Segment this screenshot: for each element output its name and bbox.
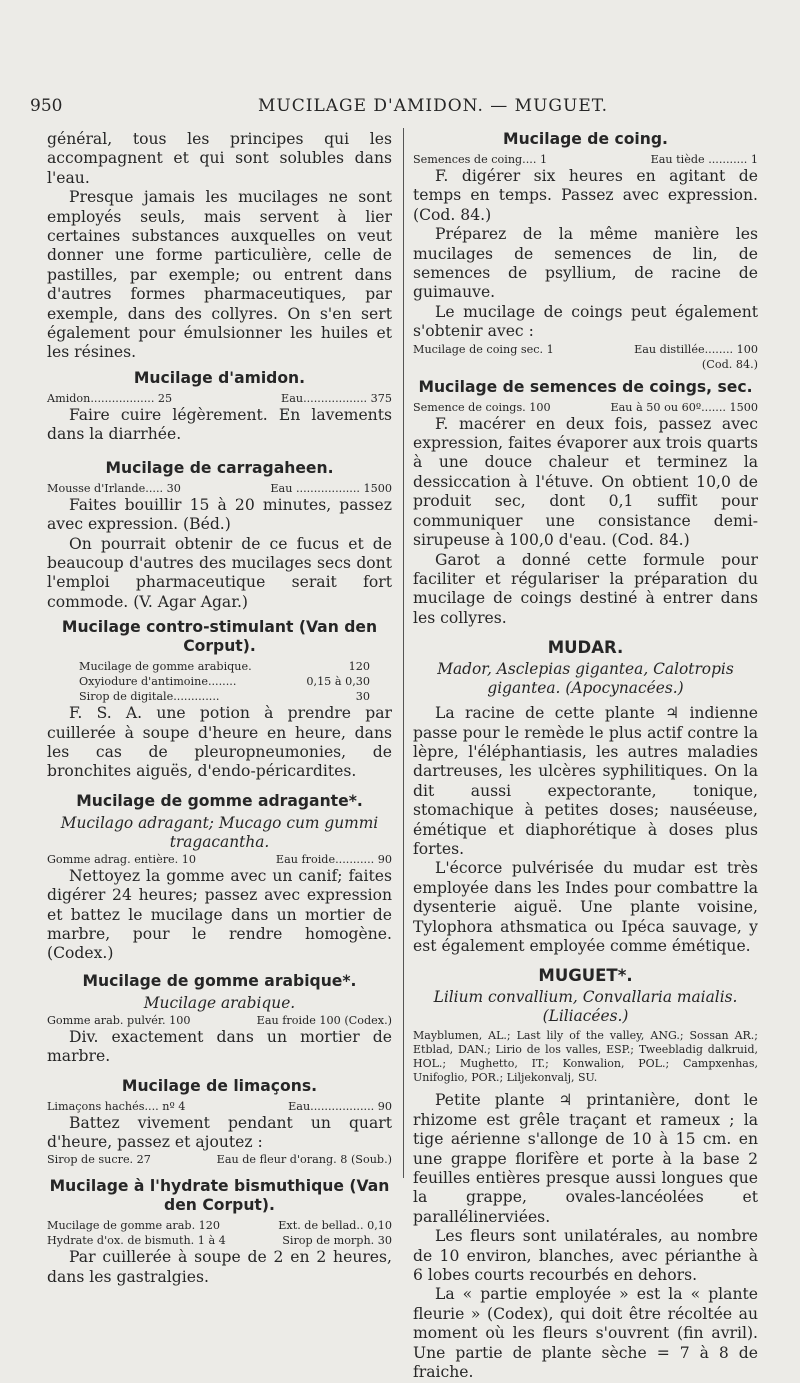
recipe-line — [47, 481, 392, 496]
section-title: Mucilage de limaçons. — [121, 1076, 318, 1095]
ingredient: Eau distillée........ 100 — [634, 342, 758, 356]
ingredient: Limaçons hachés.... nº 4 — [47, 1099, 186, 1113]
synonyms: Mayblumen, AL.; Last lily of the valley, ANG.; Sossan AR.; Etblad, DAN.; Lirio de los valles, ESP.; Tweebladig dalkruid, HOL.; Mughetto, IT.; Konwalion, POL.; Campxenhas, Unifoglio, POR.; Liljekonvalj, SU. — [413, 1029, 758, 1085]
section-title: Mucilage de coing. — [503, 130, 668, 148]
paragraph: Faites bouillir 15 à 20 minutes, passez avec expression. (Béd.) — [47, 495, 392, 534]
paragraph: La « partie employée » est la « plante fleurie » (Codex), qui doit être récoltée au moment où les fleurs s'ouvrent (fin avril). Une partie de plante sèche = 7 à 8 de fraiche. — [413, 1285, 758, 1382]
section-title: MUDAR. — [547, 638, 624, 658]
recipe-line — [47, 852, 392, 867]
ingredient: Mucilage de coing sec. 1 — [413, 342, 554, 356]
ingredient: Eau froide........... 90 — [275, 852, 392, 866]
recipe-line — [413, 342, 758, 357]
recipe-line — [47, 689, 392, 704]
ingredient: Eau froide 100 (Codex.) — [256, 1013, 392, 1027]
section-subtitle: Mucilage arabique. — [143, 993, 296, 1012]
quantity: 30 — [355, 690, 370, 704]
section-title: Mucilage de carragaheen. — [105, 458, 334, 477]
paragraph: Préparez de la même manière les mucilages de semences de lin, de semences de psyllium, de racine de guimauve. — [413, 225, 758, 302]
paragraph: Nettoyez la gomme avec un canif; faites digérer 24 heures; passez avec expression et battez le mucilage dans un mortier de marbre, pour le rendre homogène. (Codex.) — [47, 866, 392, 963]
section-title: Mucilage de gomme arabique*. — [82, 971, 357, 990]
ingredient: Mucilage de gomme arabique. — [79, 660, 252, 674]
ingredient: Eau.................. 375 — [281, 391, 392, 405]
paragraph: Presque jamais les mucilages ne sont employés seuls, mais servent à lier certaines substances auxquelles on veut donner une forme particulière, celle de pastilles, par exemple; ou entrent dans d'autres formes pharmaceutiques, par exemple, dans des collyres. On s'en sert également pour émulsionner les huiles et les résines. — [47, 188, 392, 362]
page-number: 950 — [30, 96, 63, 116]
section-title: Mucilage à l'hydrate bismuthique (Van den Corput). — [49, 1177, 390, 1215]
paragraph: général, tous les principes qui les accompagnent et qui sont solubles dans l'eau. — [47, 130, 392, 187]
ingredient: Gomme adrag. entière. 10 — [47, 852, 197, 866]
section-subtitle: Mador, Asclepias gigantea, Calotropis gigantea. (Apocynacées.) — [437, 660, 734, 698]
paragraph: Garot a donné cette formule pour faciliter et régulariser la préparation du mucilage de coings destiné à entrer dans les collyres. — [413, 550, 758, 627]
ingredient: Eau .................. 1500 — [270, 481, 392, 495]
paragraph: Par cuillerée à soupe de 2 en 2 heures, dans les gastralgies. — [47, 1248, 392, 1286]
ingredient: Mousse d'Irlande..... 30 — [47, 481, 181, 495]
ingredient: Eau de fleur d'orang. 8 (Soub.) — [216, 1153, 392, 1167]
quantity: 120 — [348, 660, 370, 674]
recipe-line — [47, 1233, 392, 1248]
column-divider — [403, 128, 404, 1178]
paragraph: La racine de cette plante ♃ indienne passe pour le remède le plus actif contre la lèpre, l'éléphantiasis, les autres maladies dartreuses, les ulcères syphilitiques. On la dit aussi expectorante, tonique, stomachique à petites doses; nauséeuse, émétique et diaphorétique à doses plus fortes. — [413, 704, 758, 858]
paragraph: L'écorce pulvérisée du mudar est très employée dans les Indes pour combattre la dysenterie aiguë. Une plante voisine, Tylophora athsmatica ou Ipéca sauvage, y est également employée comme émétique. — [413, 859, 758, 955]
ingredient: Semence de coings. 100 — [413, 400, 551, 414]
source-reference: (Cod. 84.) — [701, 357, 758, 371]
recipe-line — [413, 152, 758, 167]
left-column — [47, 130, 392, 1287]
paragraph: F. digérer six heures en agitant de temps en temps. Passez avec expression. (Cod. 84.) — [413, 167, 758, 224]
running-title: MUCILAGE D'AMIDON. — MUGUET. — [258, 96, 608, 116]
ingredient: Sirop de sucre. 27 — [47, 1153, 151, 1167]
ingredient: Sirop de morph. 30 — [282, 1234, 392, 1248]
right-column — [413, 130, 758, 1383]
quantity: 0,15 à 0,30 — [306, 675, 370, 689]
section-title: Mucilage d'amidon. — [133, 368, 306, 387]
ingredient: Oxyiodure d'antimoine........ — [79, 675, 237, 689]
ingredient: Ext. de bellad.. 0,10 — [278, 1219, 392, 1233]
ingredient: Mucilage de gomme arab. 120 — [47, 1219, 221, 1233]
section-title: Mucilage de semences de coings, sec. — [418, 377, 753, 396]
recipe-line — [47, 1218, 392, 1233]
ingredient: Amidon.................. 25 — [47, 391, 173, 405]
section-subtitle: Lilium convallium, Convallaria maialis. (Liliacées.) — [433, 988, 738, 1026]
recipe-line — [47, 1099, 392, 1114]
section-title: Mucilage de gomme adragante*. — [76, 791, 363, 810]
section-title: MUGUET*. — [538, 966, 633, 986]
ingredient: Hydrate d'ox. de bismuth. 1 à 4 — [47, 1234, 226, 1248]
paragraph: Le mucilage de coings peut également s'obtenir avec : — [413, 302, 758, 341]
paragraph: Les fleurs sont unilatérales, au nombre de 10 environ, blanches, avec périanthe à 6 lobes courts recourbés en dehors. — [413, 1227, 758, 1285]
paragraph: F. macérer en deux fois, passez avec expression, faites évaporer aux trois quarts à une douce chaleur et terminez la dessiccation à l'étuve. On obtient 10,0 de produit sec, dont 0,1 suffit pour communiquer une consistance demi-sirupeuse à 100,0 d'eau. (Cod. 84.) — [413, 414, 758, 550]
recipe-line — [413, 357, 758, 372]
ingredient: Sirop de digitale............. — [79, 690, 220, 704]
recipe-line — [47, 1013, 392, 1028]
recipe-line — [47, 674, 392, 689]
paragraph: Faire cuire légèrement. En lavements dans la diarrhée. — [47, 405, 392, 444]
paragraph: Div. exactement dans un mortier de marbre. — [47, 1027, 392, 1066]
recipe-line — [47, 1152, 392, 1167]
ingredient: Gomme arab. pulvér. 100 — [47, 1013, 191, 1027]
paragraph: Battez vivement pendant un quart d'heure, passez et ajoutez : — [47, 1113, 392, 1151]
paragraph: F. S. A. une potion à prendre par cuillerée à soupe d'heure en heure, dans les cas de pleuropneumonies, de bronchites aiguës, d'endo-péricardites. — [47, 704, 392, 781]
ingredient: Eau tiède ........... 1 — [650, 153, 758, 166]
recipe-line — [413, 400, 758, 415]
ingredient: Eau à 50 ou 60º....... 1500 — [610, 400, 758, 414]
ingredient: Semences de coing.... 1 — [413, 153, 548, 166]
paragraph: On pourrait obtenir de ce fucus et de beaucoup d'autres des mucilages secs dont l'emploi pharmaceutique serait fort commode. (V. Agar Agar.) — [47, 534, 392, 611]
section-title: Mucilage contro-stimulant (Van den Corput). — [61, 618, 378, 656]
ingredient: Eau.................. 90 — [288, 1099, 392, 1113]
recipe-line — [47, 659, 392, 674]
section-subtitle: Mucilago adragant; Mucago cum gummi tragacantha. — [60, 813, 379, 851]
recipe-line — [47, 391, 392, 406]
paragraph: Petite plante ♃ printanière, dont le rhizome est grêle traçant et rameux ; la tige aérienne s'allonge de 10 à 15 cm. en une grappe florifère et porte à la base 2 feuilles entières presque aussi longues que la grappe, ovales-lancéolées et parallélinerviées. — [413, 1091, 758, 1226]
